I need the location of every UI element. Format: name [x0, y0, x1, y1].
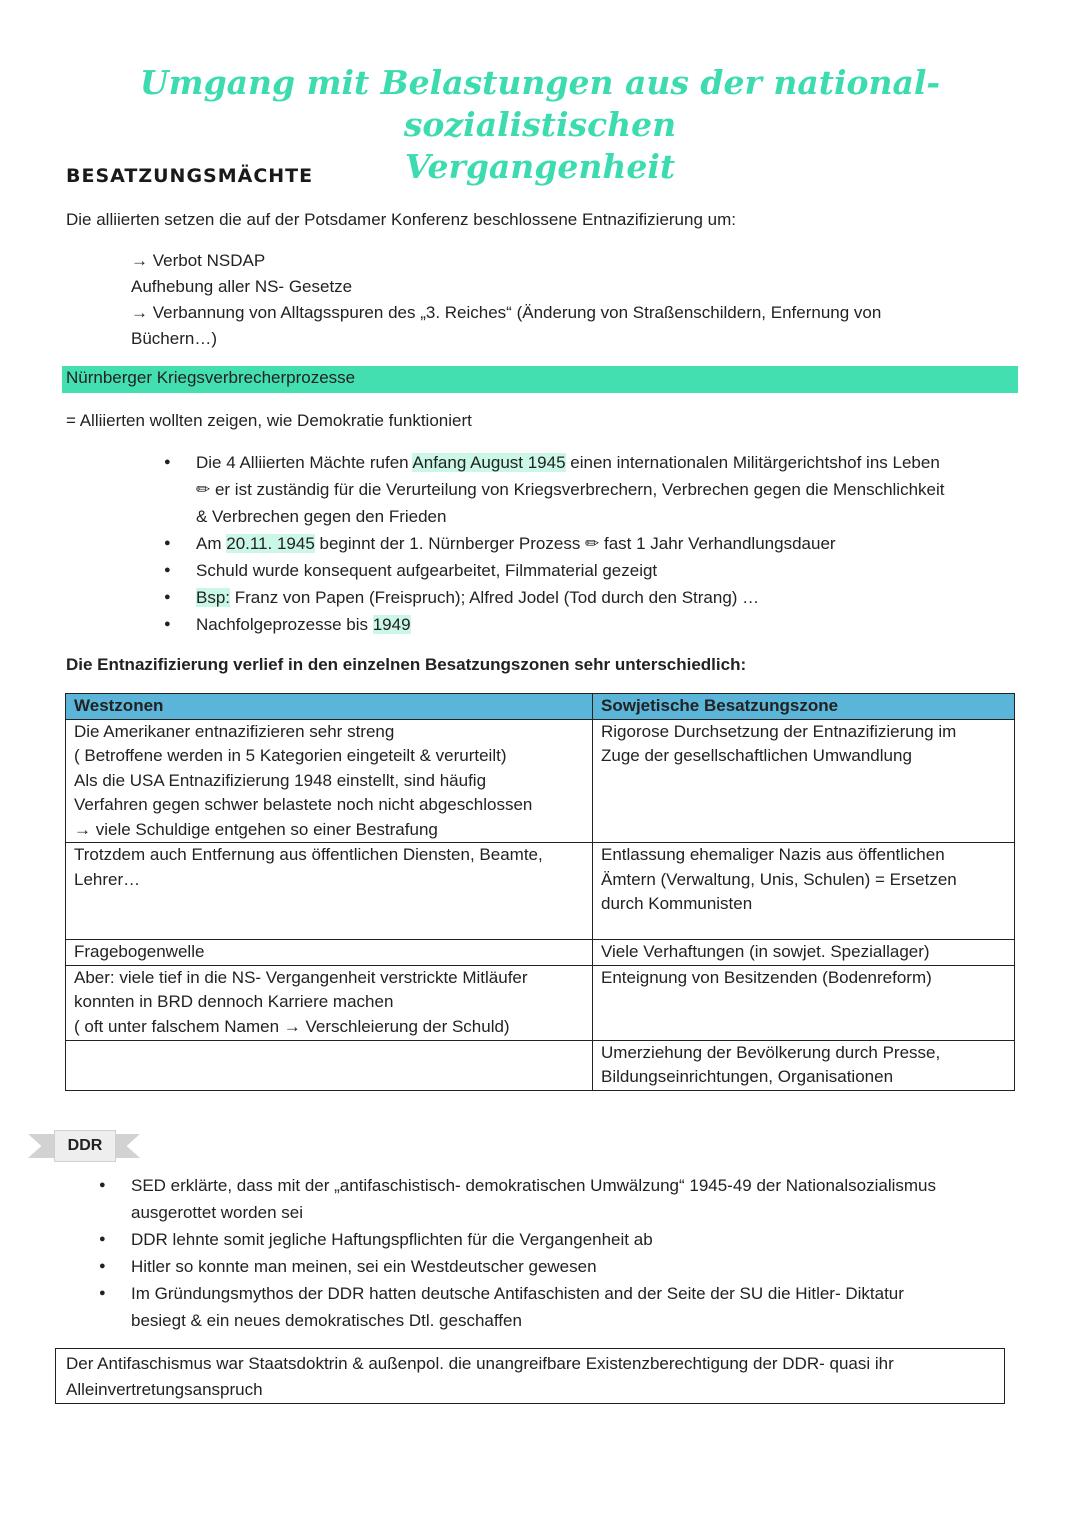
section-bar-label: Nürnberger Kriegsverbrecherprozesse — [66, 368, 356, 387]
section-heading-besatzungsmaechte: BESATZUNGSMÄCHTE — [66, 165, 314, 187]
list-item: ● DDR lehnte somit jegliche Haftungspflichten für die Vergangenheit ab — [131, 1226, 1021, 1253]
list-item: ● Im Gründungsmythos der DDR hatten deutsche Antifaschisten and der Seite der SU die Hitler- Diktatur besiegt & ein neues demokratisches Dtl. geschaffen — [131, 1280, 1021, 1334]
nuernberg-bullet-list — [196, 449, 1026, 638]
list-item: ● Nachfolgeprozesse bis 1949 — [196, 611, 1026, 638]
table-row — [66, 1040, 1015, 1090]
ddr-summary-box: Der Antifaschismus war Staatsdoktrin & außenpol. die unangreifbare Existenzberechtigung der DDR- quasi ihr Alleinvertretungsanspruch — [55, 1348, 1005, 1404]
list-item: ● Hitler so konnte man meinen, sei ein Westdeutscher gewesen — [131, 1253, 1021, 1280]
highlight: Bsp: — [196, 588, 231, 607]
table-row — [66, 843, 1015, 940]
table-cell: Die Amerikaner entnazifizieren sehr streng ( Betroffene werden in 5 Kategorien eingeteilt & verurteilt) Als die USA Entnazifizierung 1948 einstellt, sind häufig Verfahren gegen schwer belastete noch nicht abgeschlossen → viele Schuldige entgehen so einer Bestrafung — [66, 719, 593, 843]
besatzung-item: Büchern…) — [131, 329, 217, 348]
besatzung-intro: Die alliierten setzen die auf der Potsdamer Konferenz beschlossene Entnazifizierung um: — [66, 210, 736, 229]
besatzung-item: Aufhebung aller NS- Gesetze — [131, 277, 353, 296]
column-header-westzonen: Westzonen — [66, 694, 593, 720]
table-cell: Entlassung ehemaliger Nazis aus öffentlichen Ämtern (Verwaltung, Unis, Schulen) = Ersetzen durch Kommunisten — [593, 843, 1015, 940]
table-cell: Viele Verhaftungen (in sowjet. Speziallager) — [593, 940, 1015, 966]
ddr-tag-label: DDR — [54, 1130, 116, 1162]
section-bar-nuernberg — [62, 366, 1018, 393]
table-row — [66, 719, 1015, 843]
besatzung-item: → Verbot NSDAP — [131, 251, 266, 270]
table-row — [66, 965, 1015, 1040]
zones-table — [65, 693, 1015, 1091]
table-cell: Enteignung von Besitzenden (Bodenreform) — [593, 965, 1015, 1040]
title-line-2: Vergangenheit — [404, 147, 676, 186]
highlight: Anfang August 1945 — [412, 453, 566, 472]
list-item: ● Am 20.11. 1945 beginnt der 1. Nürnberger Prozess ✏ fast 1 Jahr Verhandlungsdauer — [196, 530, 1026, 557]
table-header-row — [66, 694, 1015, 720]
zones-heading: Die Entnazifizierung verlief in den einzelnen Besatzungszonen sehr unterschiedlich: — [66, 655, 747, 674]
list-item: ● SED erklärte, dass mit der „antifaschistisch- demokratischen Umwälzung“ 1945-49 der Nationalsozialismus ausgerottet worden sei — [131, 1172, 1021, 1226]
list-item: ● Die 4 Alliierten Mächte rufen Anfang August 1945 einen internationalen Militärgerichtshof ins Leben ✏ er ist zuständig für die Verurteilung von Kriegsverbrechern, Verbrechen gegen die Menschlichkeit & Verbrechen gegen den Frieden — [196, 449, 1026, 530]
ddr-ribbon-tag — [28, 1130, 140, 1162]
column-header-soz: Sowjetische Besatzungszone — [593, 694, 1015, 720]
table-cell: Fragebogenwelle — [66, 940, 593, 966]
table-cell: Trotzdem auch Entfernung aus öffentlichen Diensten, Beamte, Lehrer… — [66, 843, 593, 940]
list-item: ● Bsp: Franz von Papen (Freispruch); Alfred Jodel (Tod durch den Strang) … — [196, 584, 1026, 611]
highlight: 1949 — [372, 615, 411, 634]
nuernberg-definition: = Alliierten wollten zeigen, wie Demokratie funktioniert — [66, 411, 472, 430]
title-line-1: Umgang mit Belastungen aus der national-sozialistischen — [139, 63, 941, 144]
ddr-bullet-list — [131, 1172, 1021, 1334]
besatzung-item: → Verbannung von Alltagsspuren des „3. Reiches“ (Änderung von Straßenschildern, Enfernung von — [131, 303, 882, 322]
list-item: ● Schuld wurde konsequent aufgearbeitet, Filmmaterial gezeigt — [196, 557, 1026, 584]
table-cell: Rigorose Durchsetzung der Entnazifizierung im Zuge der gesellschaftlichen Umwandlung — [593, 719, 1015, 843]
table-cell — [66, 1040, 593, 1090]
table-row — [66, 940, 1015, 966]
table-cell: Aber: viele tief in die NS- Vergangenheit verstrickte Mitläufer konnten in BRD dennoch Karriere machen ( oft unter falschem Namen → Verschleierung der Schuld) — [66, 965, 593, 1040]
table-cell: Umerziehung der Bevölkerung durch Presse, Bildungseinrichtungen, Organisationen — [593, 1040, 1015, 1090]
highlight: 20.11. 1945 — [226, 534, 315, 553]
